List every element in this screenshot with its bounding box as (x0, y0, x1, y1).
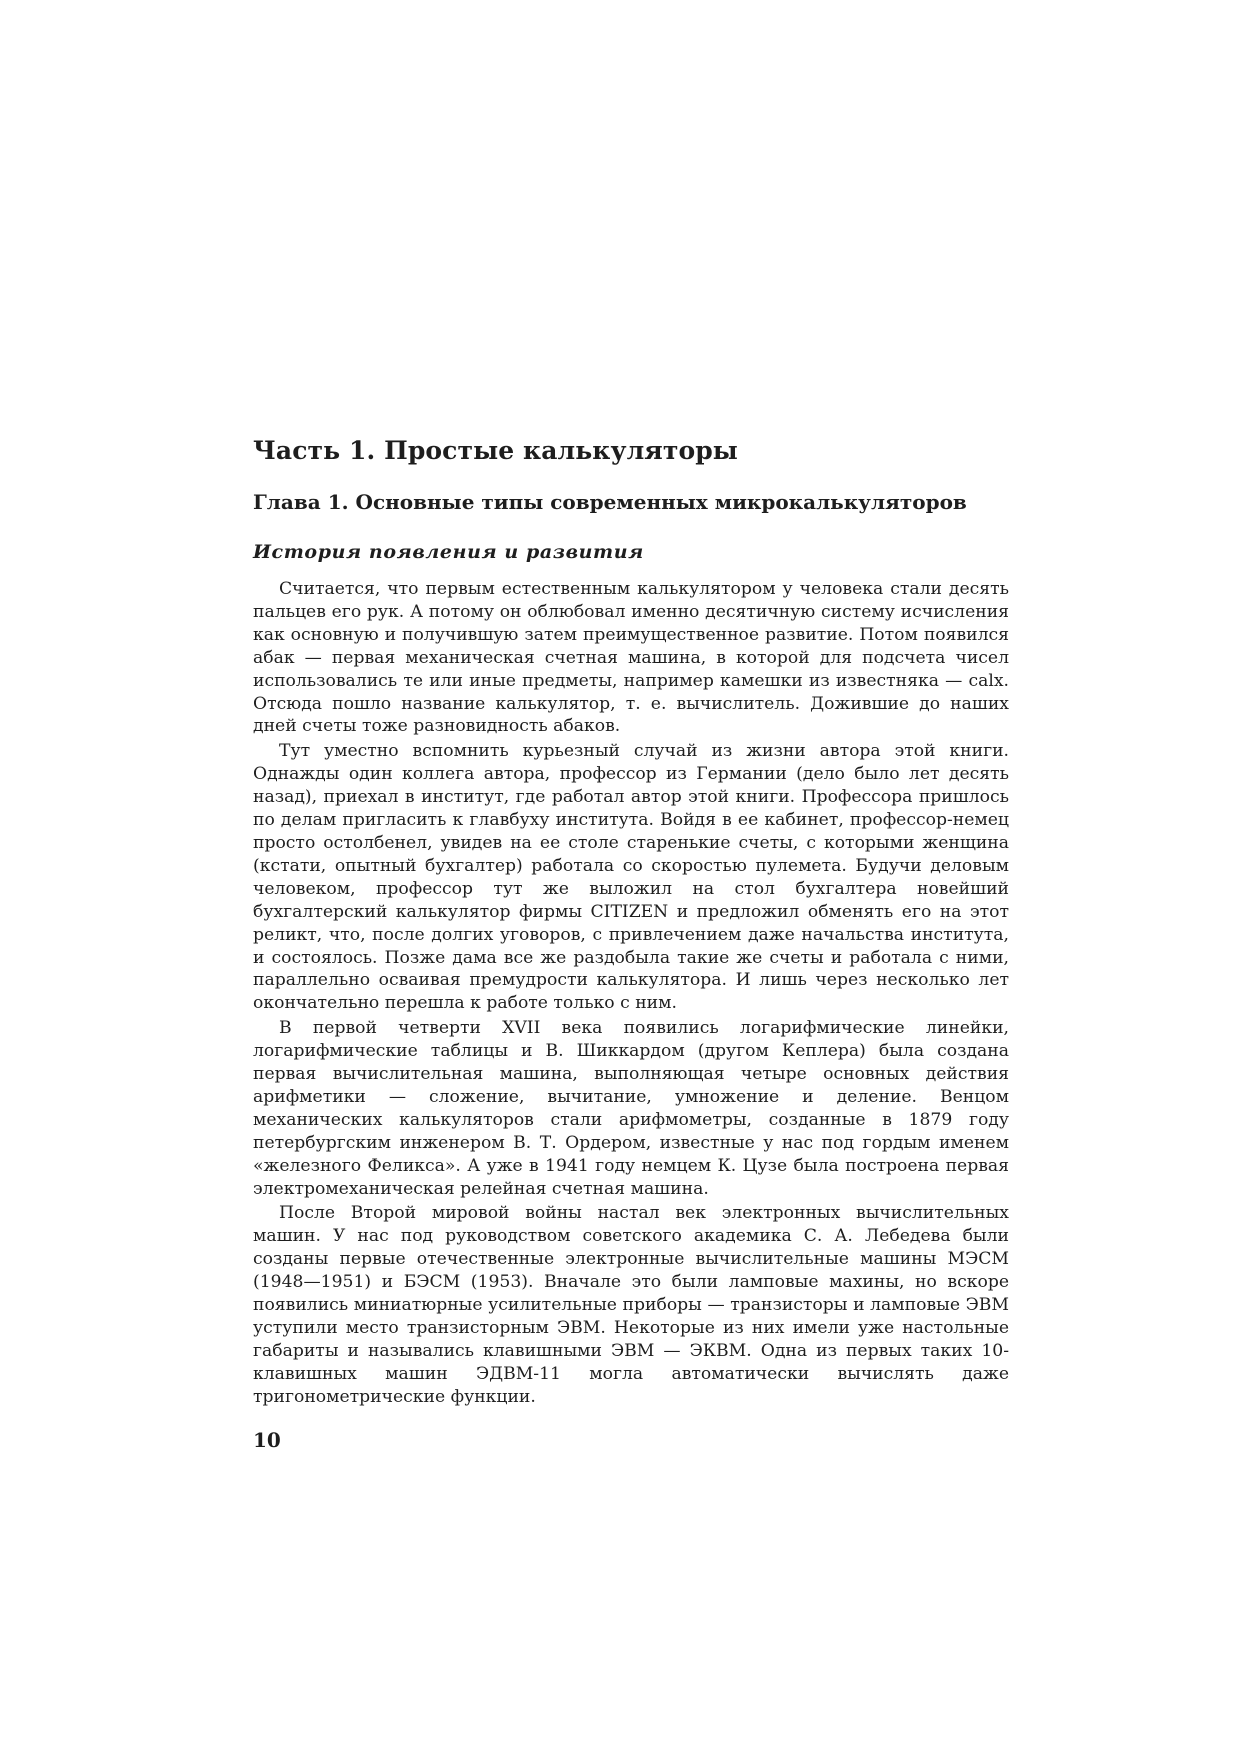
paragraph-2: Тут уместно вспомнить курьезный случай из жизни автора этой книги. Однажды один коллега автора, профессор из Германии (дело было лет десять назад), приехал в институт, где работал автор этой книги. Профессора пришлось по делам пригласить к главбуху института. Войдя в ее кабинет, профессор-немец просто остолбенел, увидев на ее столе старенькие счеты, с которыми женщина (кстати, опытный бухгалтер) работала со скоростью пулемета. Будучи деловым человеком, профессор тут же выложил на стол бухгалтера новейший бухгалтерский калькулятор фирмы CITIZEN и предложил обменять его на этот реликт, что, после долгих уговоров, с привлечением даже начальства института, и состоялось. Позже дама все же раздобыла такие же счеты и работала с ними, параллельно осваивая премудрости калькулятора. И лишь через несколько лет окончательно перешла к работе только с ним. (253, 741, 1009, 1014)
paragraph-3: В первой четверти XVII века появились логарифмические линейки, логарифмические таблицы и В. Шиккардом (другом Кеплера) была создана первая вычислительная машина, выполняющая четыре основных действия арифметики — сложение, вычитание, умножение и деление. Венцом механических калькуляторов стали арифмометры, созданные в 1879 году петербургским инженером В. Т. Ордером, известные у нас под гордым именем «железного Феликса». А уже в 1941 году немцем К. Цузе была построена первая электромеханическая релейная счетная машина. (253, 1018, 1009, 1199)
page-number: 10 (253, 1427, 281, 1452)
section-title: История появления и развития (253, 541, 644, 563)
paragraph-4: После Второй мировой войны настал век электронных вычислительных машин. У нас под руководством советского академика С. А. Лебедева были созданы первые отечественные электронные вычислительные машины МЭСМ (1948—1951) и БЭСМ (1953). Вначале это были ламповые махины, но вскоре появились миниатюрные усилительные приборы — транзисторы и ламповые ЭВМ уступили место транзисторным ЭВМ. Некоторые из них имели уже настольные габариты и назывались клавишными ЭВМ — ЭКВМ. Одна из первых таких 10-клавишных машин ЭДВМ-11 могла автоматически вычислять даже тригонометрические функции. (253, 1203, 1009, 1407)
part-title: Часть 1. Простые калькуляторы (253, 436, 738, 465)
page-content (253, 434, 1009, 1453)
chapter-title: Глава 1. Основные типы современных микрокалькуляторов (253, 490, 967, 514)
paragraph-1: Считается, что первым естественным калькулятором у человека стали десять пальцев его рук. А потому он облюбовал именно десятичную систему исчисления как основную и получившую затем преимущественное развитие. Потом появился абак — первая механическая счетная машина, в которой для подсчета чисел использовались те или иные предметы, например камешки из известняка — calx. Отсюда пошло название калькулятор, т. е. вычислитель. Дожившие до наших дней счеты тоже разновидность абаков. (253, 579, 1009, 737)
